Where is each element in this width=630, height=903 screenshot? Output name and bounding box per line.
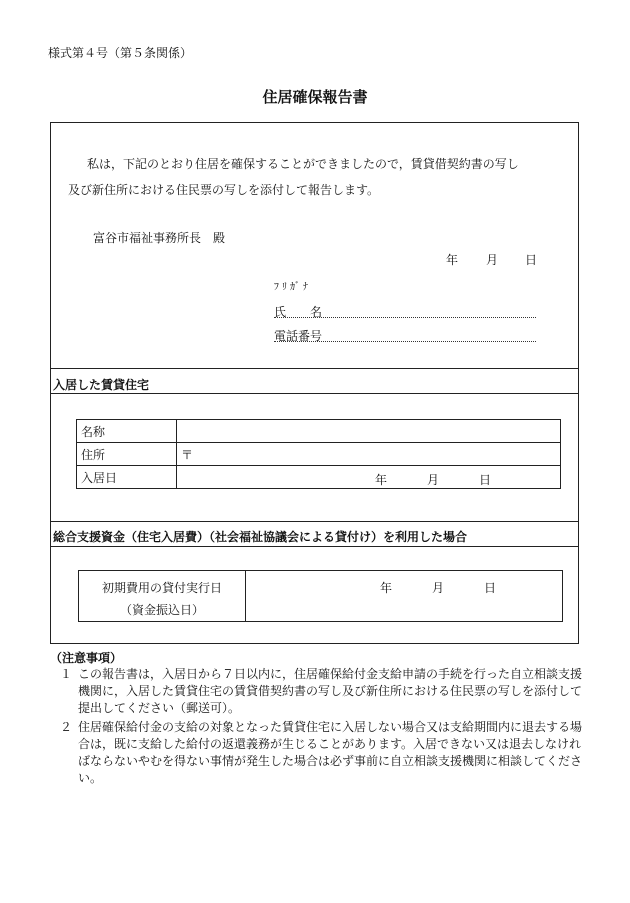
note-text: この報告書は，入居日から７日以内に，住居確保給付金支給申請の手続を行った自立相談支援機関に，入居した賃貸住宅の賃貸借契約書の写し及び新住所における住民票の写しを添付して提出してください（郵送可）。 — [78, 667, 583, 715]
table-row — [77, 443, 561, 466]
phone-field[interactable] — [274, 341, 536, 342]
name-label: 氏 名 — [274, 305, 323, 319]
furigana-label: ﾌﾘｶﾞﾅ — [274, 282, 311, 293]
loan-date-label-line1: 初期費用の貸付実行日 — [101, 581, 222, 595]
report-date-month: 月 — [486, 253, 499, 267]
note-number: ２ — [60, 720, 73, 734]
housing-address-label: 住所 — [77, 443, 177, 466]
divider — [51, 368, 578, 369]
report-date-year: 年 — [446, 253, 459, 267]
loan-date-year: 年 — [380, 581, 393, 595]
note-text: 住居確保給付金の支給の対象となった賃貸住宅に入居しない場合又は支給期間内に退去する場合は，既に支給した給付の返還義務が生じることがあります。入居できない又は退去しなければならないやむを得ない事情が発生した場合は必ず事前に自立相談支援機関に相談してください。 — [78, 720, 583, 785]
movein-date-day: 日 — [479, 473, 492, 487]
addressee: 富谷市福祉事務所長 殿 — [93, 231, 226, 245]
loan-date-day: 日 — [484, 581, 497, 595]
name-field[interactable] — [274, 317, 536, 318]
note-number: １ — [60, 667, 73, 681]
form-number: 様式第４号（第５条関係） — [48, 46, 193, 60]
table-row — [77, 466, 561, 489]
phone-label: 電話番号 — [274, 329, 323, 343]
divider — [51, 521, 578, 522]
movein-date-month: 月 — [427, 473, 440, 487]
intro-line-2: 及び新住所における住民票の写しを添付して報告します。 — [68, 183, 380, 197]
divider — [51, 393, 578, 394]
loan-date-month: 月 — [432, 581, 445, 595]
page-title: 住居確保報告書 — [262, 88, 368, 106]
loan-date-label-cell — [79, 571, 246, 621]
report-form-box — [50, 122, 579, 644]
housing-address-value[interactable]: 〒 — [177, 443, 561, 466]
notes-heading: （注意事項） — [50, 651, 123, 665]
loan-date-value-cell[interactable] — [246, 571, 562, 621]
housing-section-heading: 入居した賃貸住宅 — [53, 378, 150, 392]
housing-name-label: 名称 — [77, 420, 177, 443]
loan-date-table — [78, 570, 563, 622]
intro-line-1: 私は，下記のとおり住居を確保することができましたので，賃貸借契約書の写し — [87, 157, 519, 171]
note-item — [60, 666, 590, 717]
housing-movein-value[interactable] — [177, 466, 561, 489]
housing-table — [76, 419, 561, 489]
movein-date-year: 年 — [375, 473, 388, 487]
divider — [51, 546, 578, 547]
housing-name-value[interactable] — [177, 420, 561, 443]
note-item — [60, 719, 590, 787]
loan-section-heading: 総合支援資金（住宅入居費）（社会福祉協議会による貸付け）を利用した場合 — [53, 530, 468, 544]
report-date-day: 日 — [525, 253, 538, 267]
loan-date-label-line2: （資金振込日） — [119, 603, 204, 617]
housing-movein-label: 入居日 — [77, 466, 177, 489]
table-row — [77, 420, 561, 443]
